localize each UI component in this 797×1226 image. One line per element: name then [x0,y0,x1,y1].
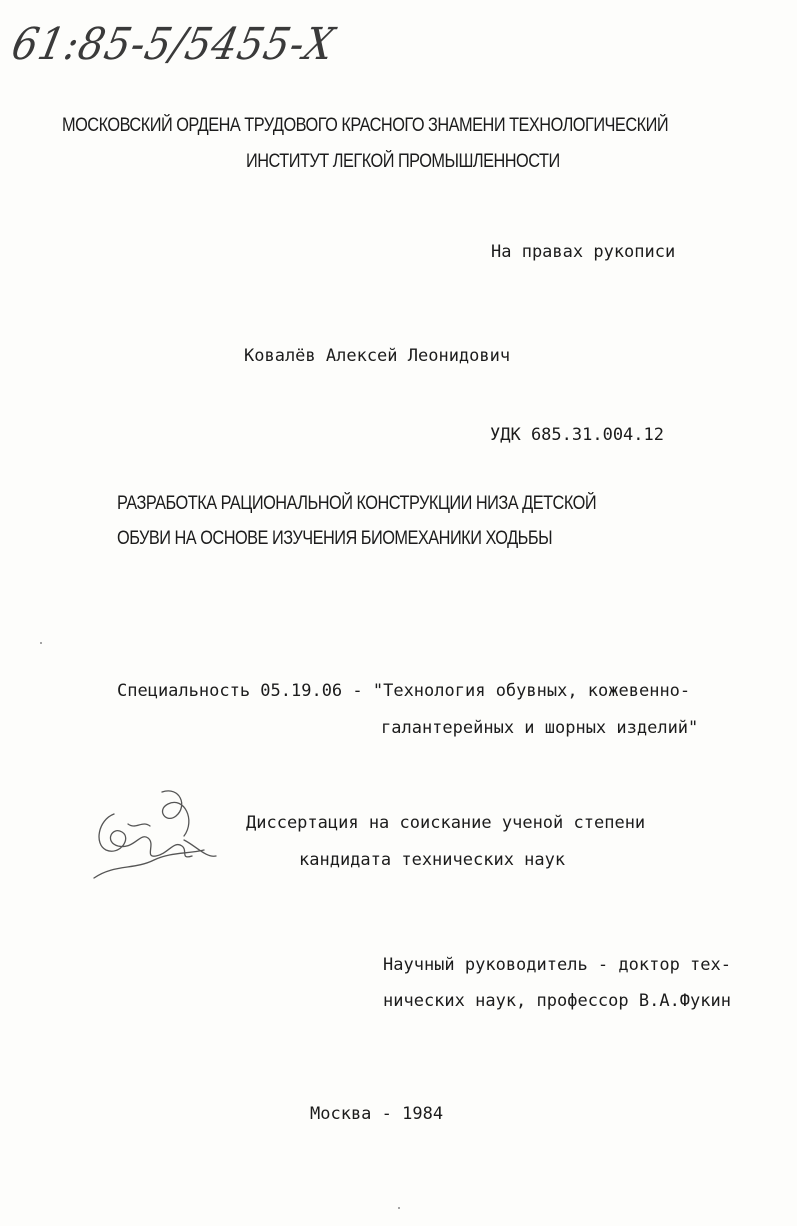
thesis-title-line2: ОБУВИ НА ОСНОВЕ ИЗУЧЕНИЯ БИОМЕХАНИКИ ХОДЬБЫ [117,528,553,549]
paper-speck [40,642,42,644]
udk-code: УДК 685.31.004.12 [490,425,664,445]
institute-name-line2: ИНСТИТУТ ЛЕГКОЙ ПРОМЫШЛЕННОСТИ [246,151,560,172]
specialty-line1: Специальность 05.19.06 - "Технология обувных, кожевенно- [117,681,691,701]
institute-name-line1: МОСКОВСКИЙ ОРДЕНА ТРУДОВОГО КРАСНОГО ЗНАМЕНИ ТЕХНОЛОГИЧЕСКИЙ [62,115,669,136]
dissertation-line2: кандидата технических наук [299,850,566,870]
manuscript-rights-label: На правах рукописи [491,242,676,262]
author-name: Ковалёв Алексей Леонидович [244,346,511,366]
paper-speck [398,1207,400,1209]
supervisor-line1: Научный руководитель - доктор тех- [383,955,731,975]
specialty-line2: галантерейных и шорных изделий" [381,718,699,738]
signature-icon [84,780,224,890]
supervisor-line2: нических наук, профессор В.А.Фукин [383,991,731,1011]
thesis-title-line1: РАЗРАБОТКА РАЦИОНАЛЬНОЙ КОНСТРУКЦИИ НИЗА ДЕТСКОЙ [117,493,597,514]
city-year: Москва - 1984 [310,1104,444,1124]
dissertation-line1: Диссертация на соискание ученой степени [246,813,646,833]
archive-number-handwritten: 61:85-5/5455-Х [7,19,340,70]
